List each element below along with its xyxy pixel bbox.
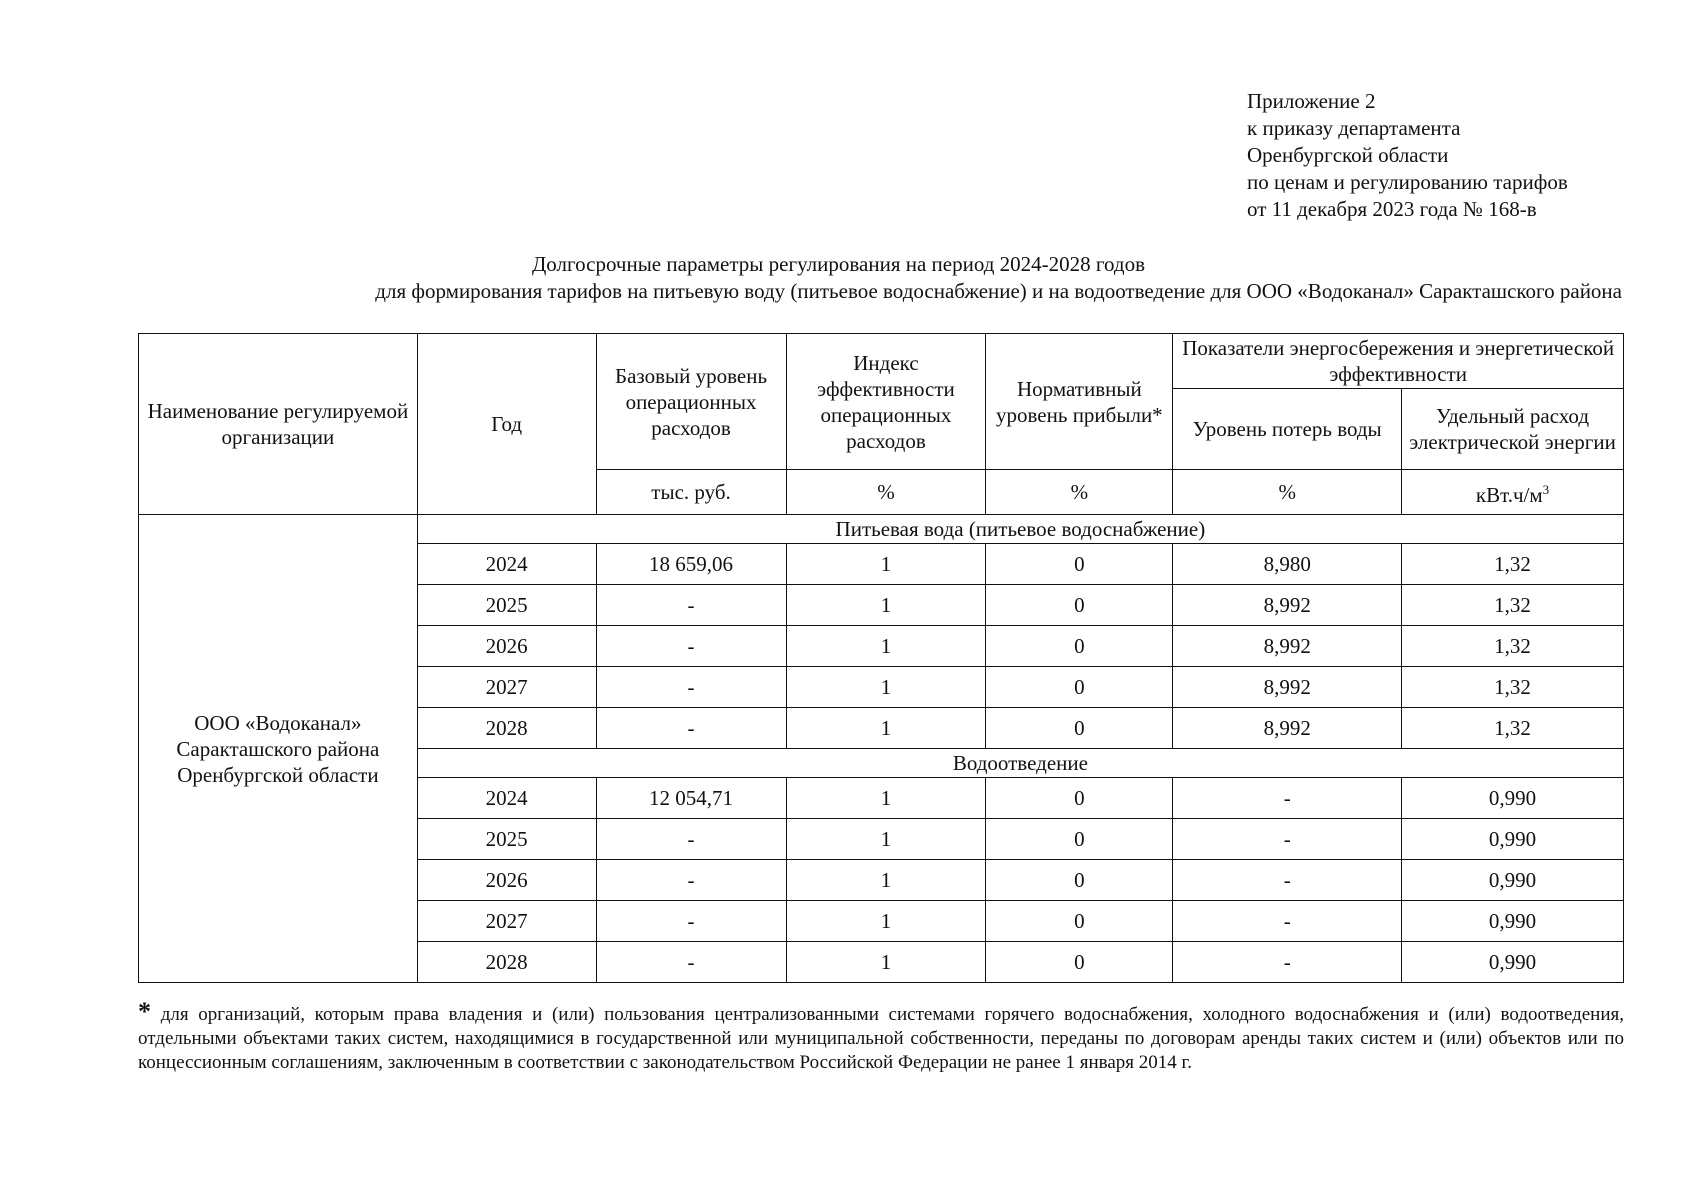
cell-consumption: 0,990 — [1402, 860, 1624, 901]
cell-consumption: 0,990 — [1402, 942, 1624, 983]
cell-index: 1 — [786, 860, 986, 901]
unit-consumption-sup: 3 — [1542, 481, 1550, 497]
section-title: Водоотведение — [417, 749, 1623, 778]
cell-loss: - — [1173, 778, 1402, 819]
cell-loss: 8,992 — [1173, 585, 1402, 626]
cell-index: 1 — [786, 901, 986, 942]
cell-base: - — [596, 860, 786, 901]
cell-loss: - — [1173, 901, 1402, 942]
appendix-line: по ценам и регулированию тарифов — [1247, 170, 1568, 194]
cell-base: - — [596, 901, 786, 942]
cell-consumption: 0,990 — [1402, 819, 1624, 860]
cell-index: 1 — [786, 778, 986, 819]
cell-profit: 0 — [986, 942, 1173, 983]
appendix-header — [1247, 88, 1568, 223]
unit-profit: % — [986, 470, 1173, 515]
header-organization: Наименование регулируемой организации — [139, 334, 418, 515]
cell-profit: 0 — [986, 860, 1173, 901]
cell-profit: 0 — [986, 778, 1173, 819]
cell-year: 2028 — [417, 942, 596, 983]
cell-consumption: 1,32 — [1402, 544, 1624, 585]
unit-consumption — [1402, 470, 1624, 515]
cell-profit: 0 — [986, 626, 1173, 667]
unit-index: % — [786, 470, 986, 515]
header-energy-group: Показатели энергосбережения и энергетической эффективности — [1173, 334, 1624, 389]
cell-year: 2025 — [417, 585, 596, 626]
unit-consumption-text: кВт.ч/м — [1475, 482, 1543, 507]
document-title-line1: Долгосрочные параметры регулирования на период 2024-2028 годов — [531, 252, 1146, 276]
cell-index: 1 — [786, 585, 986, 626]
header-profit-level: Нормативный уровень прибыли* — [986, 334, 1173, 470]
document-title-line2: для формирования тарифов на питьевую воду (питьевое водоснабжение) и на водоотведение для ООО «Водоканал» Саракташского района — [375, 279, 1622, 303]
cell-index: 1 — [786, 544, 986, 585]
cell-year: 2028 — [417, 708, 596, 749]
cell-year: 2025 — [417, 819, 596, 860]
footnote-text: для организаций, которым права владения и (или) пользования централизованными системами горячего водоснабжения, холодного водоснабжения и (или) водоотведения, отдельными объектами таких систем, находящимися в государственной или муниципальной собственности, переданы по договорам аренды таких систем и (или) объектов или по концессионным соглашениям, заключенным в соответствии с законодательством Российской Федерации не ранее 1 января 2014 г. — [138, 1004, 1625, 1073]
header-year: Год — [417, 334, 596, 515]
header-base-level: Базовый уровень операционных расходов — [596, 334, 786, 470]
cell-base: - — [596, 708, 786, 749]
cell-loss: 8,992 — [1173, 708, 1402, 749]
cell-base: - — [596, 942, 786, 983]
cell-year: 2027 — [417, 667, 596, 708]
cell-loss: - — [1173, 942, 1402, 983]
cell-loss: 8,992 — [1173, 626, 1402, 667]
appendix-line: от 11 декабря 2023 года № 168-в — [1247, 197, 1537, 221]
unit-loss: % — [1173, 470, 1402, 515]
cell-base: 12 054,71 — [596, 778, 786, 819]
appendix-line: Оренбургской области — [1247, 143, 1449, 167]
cell-consumption: 0,990 — [1402, 778, 1624, 819]
cell-consumption: 1,32 — [1402, 708, 1624, 749]
appendix-line: к приказу департамента — [1247, 116, 1461, 140]
cell-year: 2026 — [417, 626, 596, 667]
cell-profit: 0 — [986, 544, 1173, 585]
parameters-table — [138, 333, 1624, 983]
cell-profit: 0 — [986, 708, 1173, 749]
header-energy-consumption: Удельный расход электрической энергии — [1402, 389, 1624, 470]
cell-year: 2027 — [417, 901, 596, 942]
cell-index: 1 — [786, 626, 986, 667]
cell-index: 1 — [786, 819, 986, 860]
cell-profit: 0 — [986, 667, 1173, 708]
cell-base: - — [596, 585, 786, 626]
footnote — [138, 997, 1625, 1075]
cell-profit: 0 — [986, 585, 1173, 626]
cell-consumption: 0,990 — [1402, 901, 1624, 942]
header-water-loss: Уровень потерь воды — [1173, 389, 1402, 470]
cell-loss: 8,992 — [1173, 667, 1402, 708]
cell-consumption: 1,32 — [1402, 667, 1624, 708]
unit-base: тыс. руб. — [596, 470, 786, 515]
appendix-line: Приложение 2 — [1247, 89, 1376, 113]
cell-base: - — [596, 667, 786, 708]
section-row — [139, 515, 1624, 544]
cell-year: 2024 — [417, 544, 596, 585]
cell-base: 18 659,06 — [596, 544, 786, 585]
cell-profit: 0 — [986, 819, 1173, 860]
cell-base: - — [596, 626, 786, 667]
section-title: Питьевая вода (питьевое водоснабжение) — [417, 515, 1623, 544]
cell-consumption: 1,32 — [1402, 585, 1624, 626]
cell-loss: - — [1173, 819, 1402, 860]
cell-index: 1 — [786, 942, 986, 983]
cell-index: 1 — [786, 708, 986, 749]
cell-index: 1 — [786, 667, 986, 708]
cell-base: - — [596, 819, 786, 860]
footnote-marker: * — [138, 997, 151, 1026]
header-efficiency-index: Индекс эффективности операционных расходов — [786, 334, 986, 470]
cell-year: 2024 — [417, 778, 596, 819]
cell-profit: 0 — [986, 901, 1173, 942]
cell-loss: - — [1173, 860, 1402, 901]
organization-name: ООО «Водоканал» Саракташского района Оренбургской области — [139, 515, 418, 983]
cell-consumption: 1,32 — [1402, 626, 1624, 667]
cell-loss: 8,980 — [1173, 544, 1402, 585]
cell-year: 2026 — [417, 860, 596, 901]
